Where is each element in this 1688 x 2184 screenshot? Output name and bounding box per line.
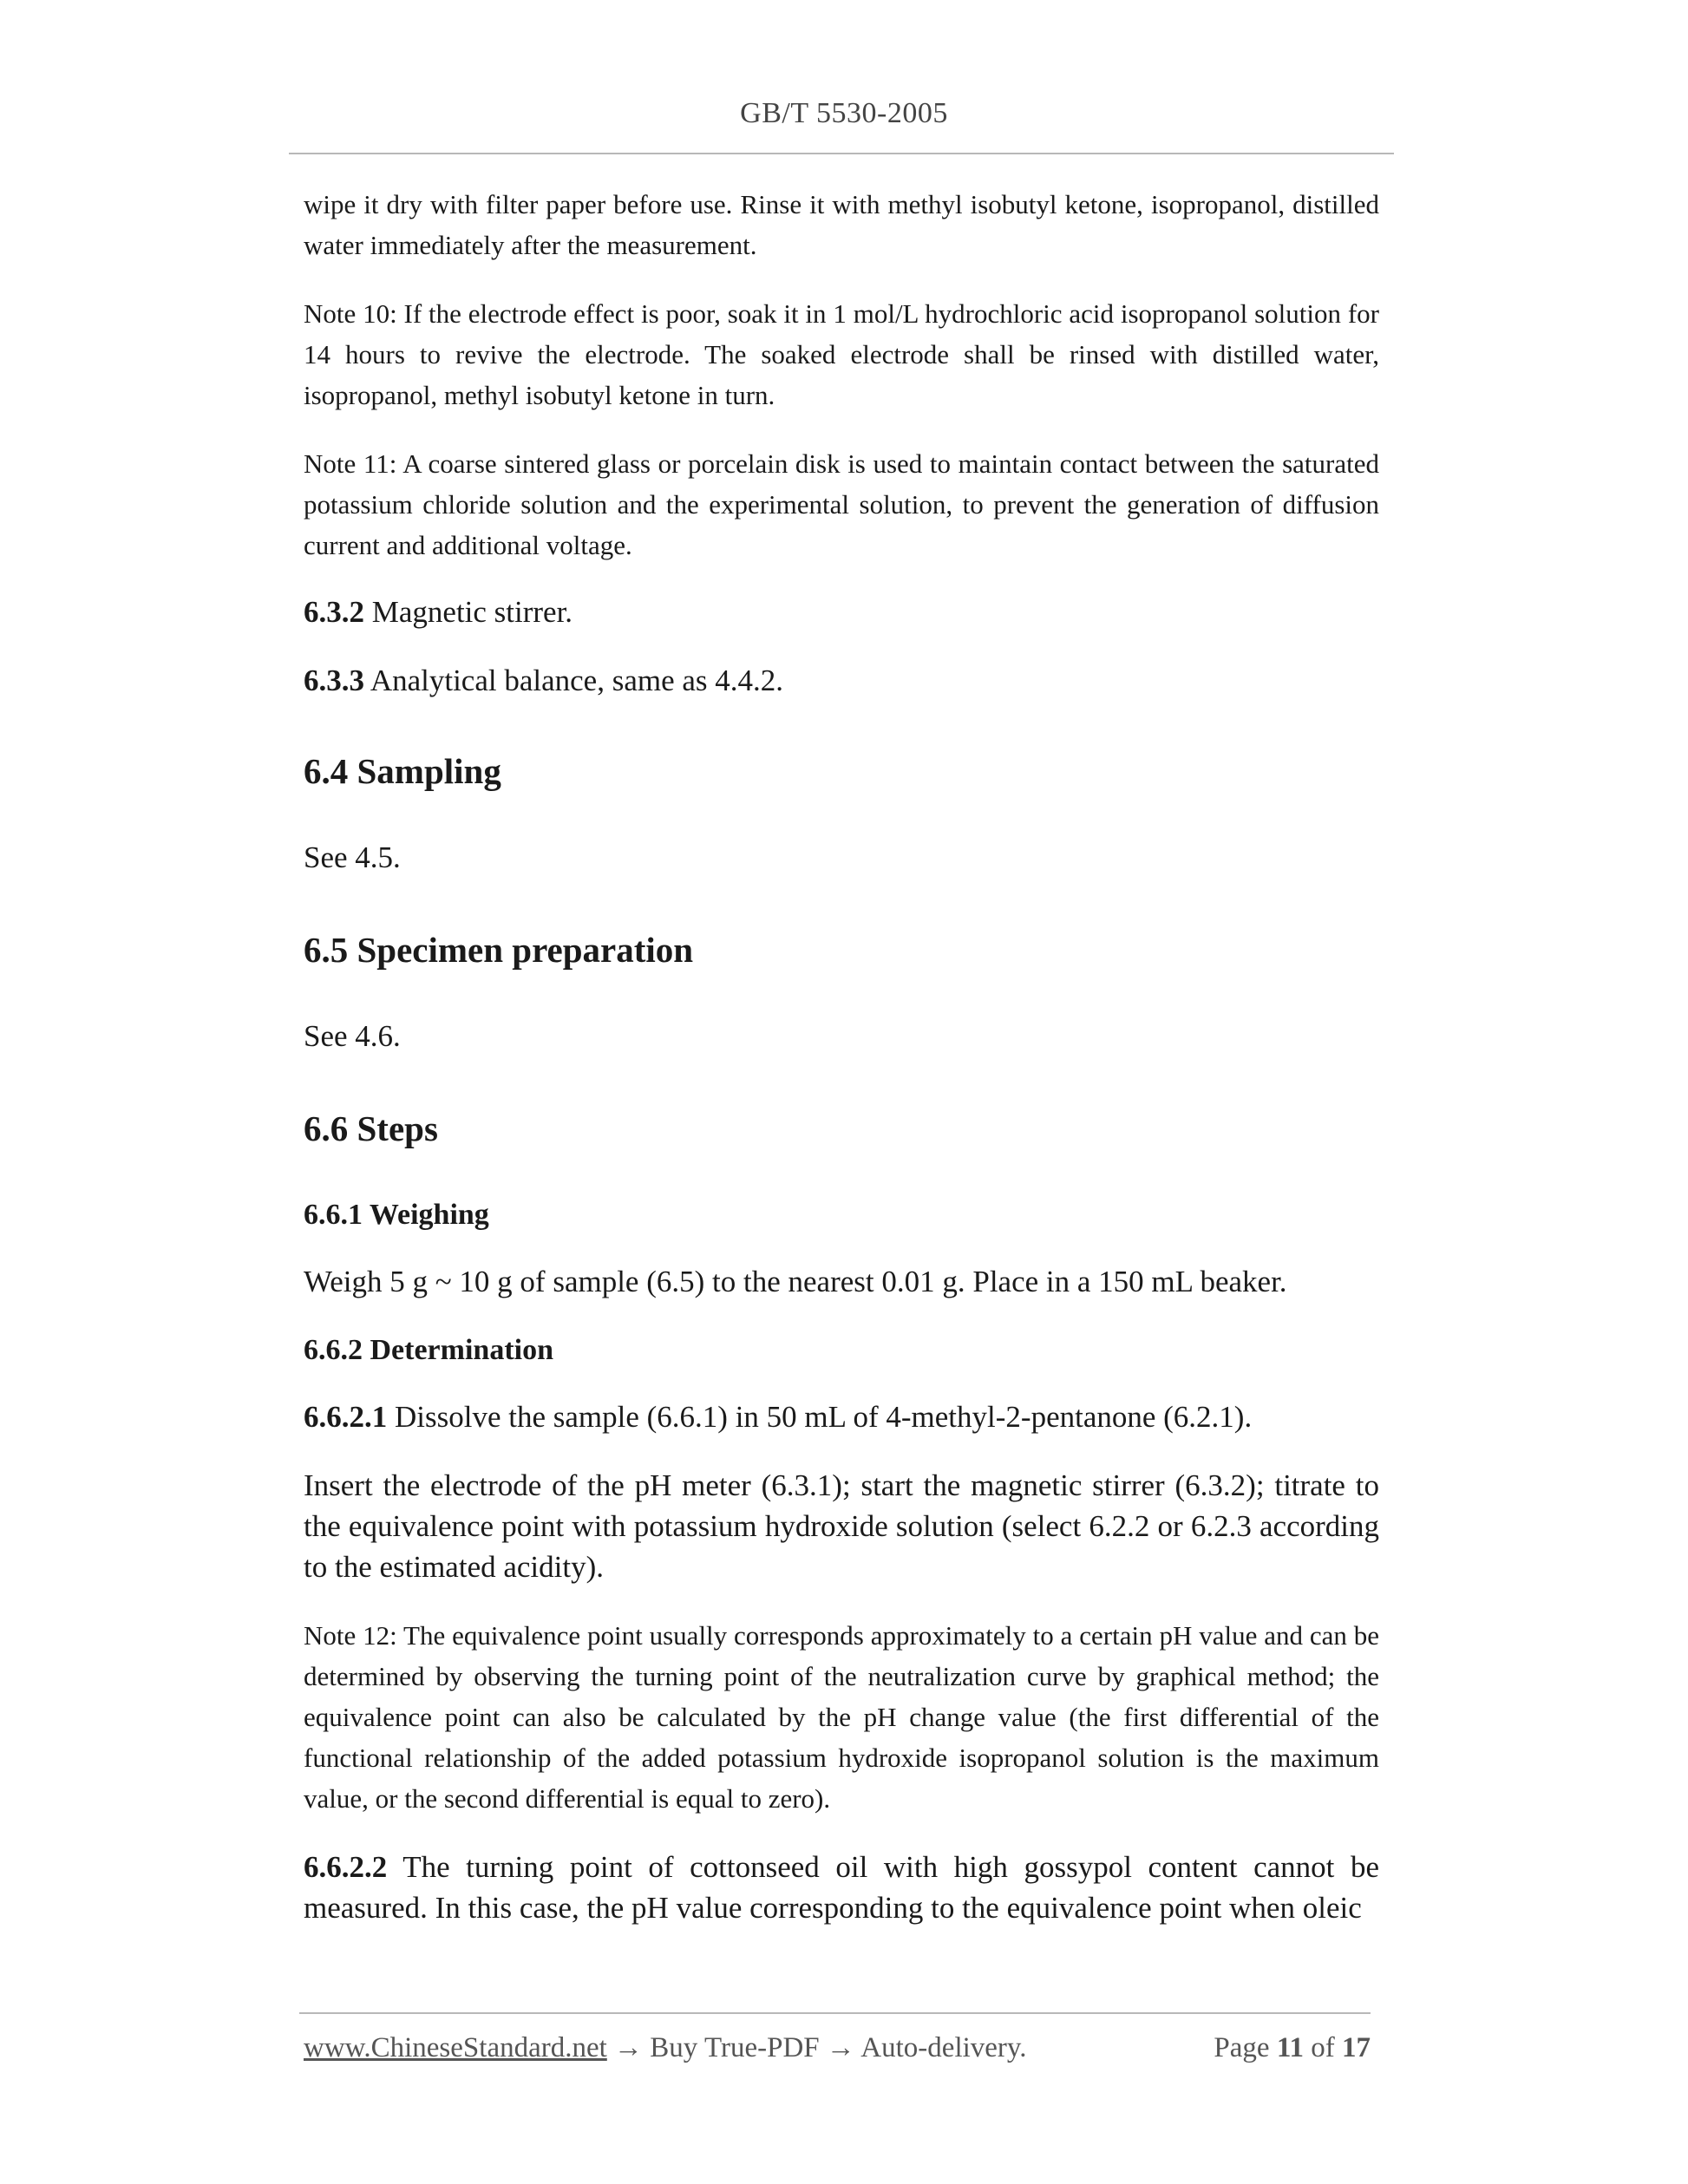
see-4-6: See 4.6. <box>304 1019 401 1053</box>
insert-electrode-text: Insert the electrode of the pH meter (6.3.1); start the magnetic stirrer (6.3.2); titrate to the equivalence point with potassium hydroxide solution (select 6.2.2 or 6.2.3 according to the estimated acidity). <box>304 1468 1379 1584</box>
current-page: 11 <box>1276 2032 1304 2063</box>
heading-6-6-2-determination: 6.6.2 Determination <box>304 1334 554 1366</box>
paragraph-continuation: wipe it dry with filter paper before use. Rinse it with methyl isobutyl ketone, isopropanol, distilled water immediately after the measurement. <box>304 189 1379 260</box>
note-10: Note 10: If the electrode effect is poor, soak it in 1 mol/L hydrochloric acid isopropanol solution for 14 hours to revive the electrode. The soaked electrode shall be rinsed with distilled water, isopropanol, methyl isobutyl ketone in turn. <box>304 298 1379 410</box>
page-label: Page <box>1214 2032 1277 2063</box>
clause-6-6-2-2 <box>304 1847 1379 1928</box>
clause-6-6-2-1 <box>304 1396 1379 1437</box>
clause-text: Dissolve the sample (6.6.1) in 50 mL of 4-methyl-2-pentanone (6.2.1). <box>387 1400 1253 1434</box>
see-4-5: See 4.5. <box>304 840 401 874</box>
page-header-title: GB/T 5530-2005 <box>740 97 948 129</box>
clause-text: Magnetic stirrer. <box>364 595 573 629</box>
footer-promo <box>304 2032 1027 2064</box>
clause-number: 6.3.2 <box>304 595 364 629</box>
clause-number: 6.6.2.2 <box>304 1850 388 1884</box>
page-number <box>1214 2032 1371 2064</box>
heading-6-6-1-weighing: 6.6.1 Weighing <box>304 1199 489 1231</box>
weighing-text: Weigh 5 g ~ 10 g of sample (6.5) to the nearest 0.01 g. Place in a 150 mL beaker. <box>304 1265 1287 1298</box>
clause-6-3-3 <box>304 660 1379 701</box>
note-11: Note 11: A coarse sintered glass or porcelain disk is used to maintain contact between the saturated potassium chloride solution and the experimental solution, to prevent the generation of diffusion current and additional voltage. <box>304 448 1379 560</box>
clause-text: The turning point of cottonseed oil with high gossypol content cannot be measured. In this case, the pH value corresponding to the equivalence point when oleic <box>304 1850 1379 1925</box>
website-link[interactable]: www.ChineseStandard.net <box>304 2032 607 2063</box>
clause-number: 6.3.3 <box>304 664 364 697</box>
heading-6-4-sampling: 6.4 Sampling <box>304 751 501 791</box>
clause-6-3-2 <box>304 592 1379 632</box>
clause-text: Analytical balance, same as 4.4.2. <box>364 664 784 697</box>
page-content <box>304 184 1379 1956</box>
footer-divider <box>299 2012 1371 2014</box>
heading-6-6-steps: 6.6 Steps <box>304 1108 438 1148</box>
of-label: of <box>1304 2032 1342 2063</box>
note-12: Note 12: The equivalence point usually corresponds approximately to a certain pH value and can be determined by observing the turning point of the neutralization curve by graphical method; the equivalence point can also be calculated by the pH change value (the first differential of the functional relationship of the added potassium hydroxide isopropanol solution is the maximum value, or the second differential is equal to zero). <box>304 1620 1379 1814</box>
heading-6-5-specimen-preparation: 6.5 Specimen preparation <box>304 930 694 970</box>
footer-promo-text: → Buy True-PDF → Auto-delivery. <box>606 2032 1027 2063</box>
header-divider <box>289 153 1394 154</box>
clause-number: 6.6.2.1 <box>304 1400 388 1434</box>
total-pages: 17 <box>1342 2032 1371 2063</box>
